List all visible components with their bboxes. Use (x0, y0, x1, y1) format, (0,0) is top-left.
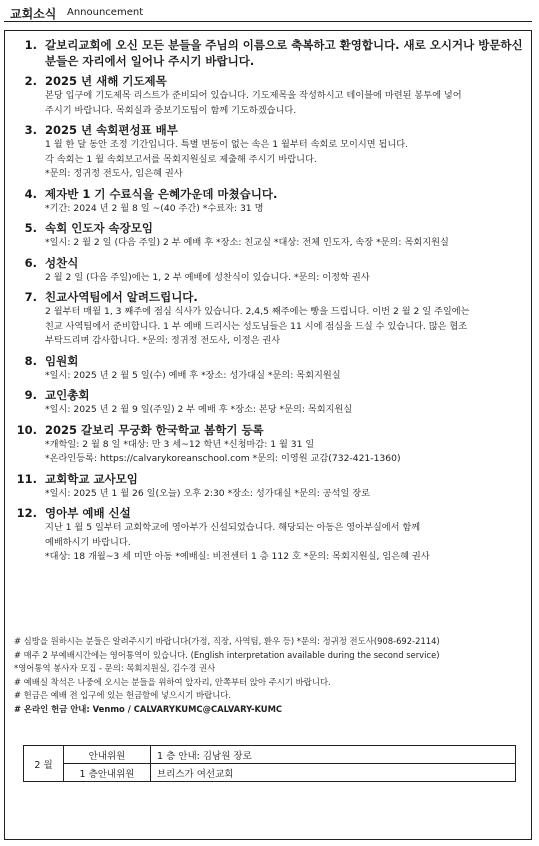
item-title: 임원회 (45, 353, 79, 368)
item-description-line: *문의: 정귀정 전도사, 임은혜 권사 (45, 168, 183, 179)
item-title: 교인총회 (45, 388, 90, 402)
duty-month: 2 월 (24, 746, 64, 782)
note-line: # 심방을 원하시는 분들은 알려주시기 바랍니다(가정, 직장, 사역팀, 환우 등) *문의: 정귀정 전도사(908-692-2114) (14, 636, 440, 646)
item-description-line: *대상: 18 개월~3 세 미만 아동 *예배실: 비전센터 1 층 112 호 *문의: 목회지원실, 임은혜 권사 (45, 551, 430, 562)
item-description-line: 친교 사역팀에서 준비합니다. 1 부 예배 드리시는 성도님들은 11 시에 점심을 드실 수 있습니다. 많은 협조 (45, 320, 468, 332)
notes-section (14, 635, 524, 717)
announcement-item (9, 353, 527, 384)
duty-table (23, 745, 516, 782)
item-number: 9. (24, 388, 37, 402)
item-description-line: 각 속회는 1 월 속회보고서를 목회지원실로 제출해 주시기 바랍니다. (45, 153, 317, 165)
duty-name: 1 층 안내: 김남원 장로 (151, 746, 516, 764)
item-title: 친교사역팀에서 알려드립니다. (45, 290, 198, 304)
item-number: 10. (16, 422, 37, 437)
item-title: 영아부 예배 신설 (45, 506, 131, 520)
item-title: 제자반 1 기 수료식을 은혜가운데 마쳤습니다. (45, 186, 278, 201)
item-description-line: *온라인등록: https://calvarykoreanschool.com *문의: 이영원 교감(732-421-1360) (45, 453, 401, 464)
item-number: 3. (24, 123, 37, 137)
item-description-line: *개학일: 2 월 8 일 *대상: 만 3 세~12 학년 *신청마감: 1 월 31 일 (45, 438, 315, 450)
duty-row (24, 746, 516, 764)
item-description-line: 지난 1 월 5 일부터 교회학교에 영아부가 신설되었습니다. 해당되는 아동은 영아부실에서 함께 (45, 522, 421, 533)
announcement-box (4, 30, 532, 840)
item-title: 2025 년 새해 기도제목 (45, 74, 167, 88)
item-description-line: *기간: 2024 년 2 월 8 일 ~(40 주간) *수료자: 31 명 (45, 202, 264, 214)
announcement-item (9, 37, 527, 69)
item-title: 2025 년 속회편성표 배부 (45, 123, 178, 137)
item-number: 4. (24, 186, 37, 201)
item-title: 갈보리교회에 오신 모든 분들을 주님의 이름으로 축복하고 환영합니다. 새로 오시거나 방문하신 분들은 자리에서 일어나 주시기 바랍니다. (45, 38, 523, 68)
item-title: 2025 갈보리 무궁화 한국학교 봄학기 등록 (45, 422, 264, 437)
duty-role: 1 층안내위원 (64, 764, 151, 782)
item-description-line: 주시기 바랍니다. 목회실과 중보기도팀이 함께 기도하겠습니다. (45, 104, 297, 116)
note-line: # 헌금은 예배 전 입구에 있는 헌금함에 넣으시기 바랍니다. (14, 690, 232, 701)
item-description-line: 예배하시기 바랍니다. (45, 536, 131, 548)
item-content (45, 73, 527, 118)
item-description-line: 2 월부터 매월 1, 3 째주에 점심 식사가 있습니다. 2,4,5 째주에는 빵을 드립니다. 이번 2 월 2 일 주일에는 (45, 306, 470, 317)
announcement-item (9, 289, 527, 349)
announcement-item (9, 220, 527, 251)
item-content (45, 353, 527, 384)
duty-role: 안내위원 (64, 746, 151, 764)
page-header (4, 3, 532, 22)
item-content (45, 122, 527, 182)
item-content (45, 255, 527, 286)
item-content (45, 387, 527, 418)
item-content (45, 220, 527, 251)
item-description-line: 본당 입구에 기도제목 리스트가 준비되어 있습니다. 기도제목을 작성하시고 테이블에 마련된 봉투에 넣어 (45, 90, 462, 101)
item-description-line: *일시: 2 월 2 일 (다음 주일) 2 부 예배 후 *장소: 친교실 *대상: 전체 인도자, 속장 *문의: 목회지원실 (45, 237, 449, 248)
item-number: 11. (16, 471, 37, 486)
item-number: 5. (24, 221, 37, 235)
note-line: # 예배실 착석은 나중에 오시는 분들을 위하여 앞자리, 안쪽부터 앉아 주시기 바랍니다. (14, 676, 331, 687)
announcement-item (9, 505, 527, 565)
item-number: 1. (24, 38, 37, 52)
announcement-item (9, 122, 527, 182)
announcement-item (9, 255, 527, 286)
note-line: # 매주 2 부예배시간에는 영어통역이 있습니다. (English interpretation available during the second service) (14, 649, 440, 660)
item-title: 속회 인도자 속장모임 (45, 221, 153, 235)
item-description-line: *일시: 2025 년 2 월 9 일(주일) 2 부 예배 후 *장소: 본당 *문의: 목회지원실 (45, 404, 353, 415)
announcement-item (9, 186, 527, 217)
item-description-line: *일시: 2025 년 2 월 5 일(수) 예배 후 *장소: 성가대실 *문의: 목회지원실 (45, 369, 341, 381)
item-number: 2. (24, 74, 37, 88)
item-content (45, 289, 527, 349)
item-content (45, 422, 527, 467)
item-content (45, 186, 527, 217)
announcement-item (9, 471, 527, 502)
item-number: 12. (16, 506, 37, 520)
item-content (45, 505, 527, 565)
note-line: *영어통역 봉사자 모집 - 문의: 목회지원실, 김수경 권사 (14, 663, 216, 674)
item-content (45, 37, 527, 69)
item-description-line: 2 월 2 일 (다음 주일)에는 1, 2 부 예배에 성찬식이 있습니다. *문의: 이정학 권사 (45, 271, 370, 283)
announcement-list (9, 37, 527, 569)
item-number: 7. (24, 290, 37, 304)
announcement-item (9, 422, 527, 467)
duty-name: 브리스가 여선교회 (151, 764, 516, 782)
item-number: 8. (24, 353, 37, 368)
page-title: 교회소식 (10, 7, 57, 21)
note-line: # 온라인 헌금 안내: Venmo / CALVARYKUMC@CALVARY-KUMC (14, 703, 283, 714)
item-title: 교회학교 교사모임 (45, 471, 138, 486)
item-content (45, 471, 527, 502)
item-description-line: 부탁드리며 감사합니다. *문의: 정귀정 전도사, 이정은 권사 (45, 335, 281, 346)
item-title: 성찬식 (45, 255, 79, 270)
announcement-item (9, 387, 527, 418)
item-number: 6. (24, 255, 37, 270)
duty-row (24, 764, 516, 782)
announcement-item (9, 73, 527, 118)
item-description-line: 1 월 한 달 동안 조정 기간입니다. 특별 변동이 없는 속은 1 월부터 속회로 모이시면 됩니다. (45, 139, 409, 150)
item-description-line: *일시: 2025 년 1 월 26 일(오늘) 오후 2:30 *장소: 성가대실 *문의: 공석일 장로 (45, 487, 371, 499)
page-subtitle: Announcement (67, 7, 144, 18)
